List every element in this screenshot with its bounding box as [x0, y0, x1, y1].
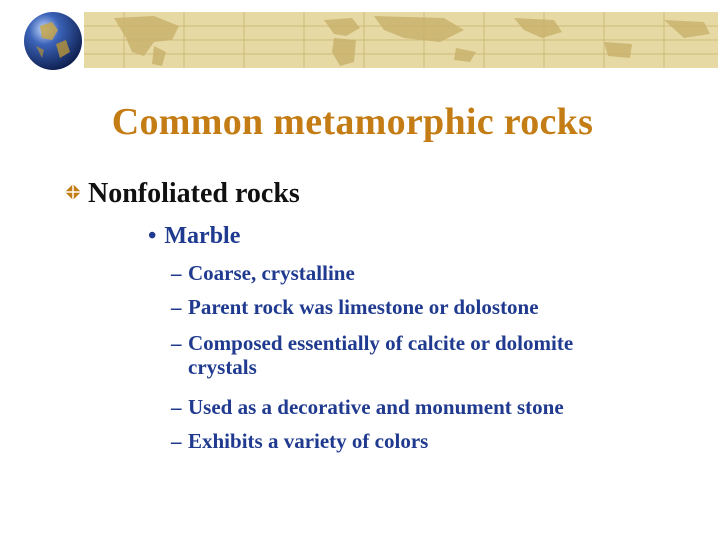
dash-bullet: – — [171, 395, 182, 419]
point-text: Parent rock was limestone or dolostone — [188, 295, 539, 319]
list-item — [171, 331, 671, 379]
point-text: Coarse, crystalline — [188, 261, 355, 285]
point-text: Composed essentially of calcite or dolomite — [188, 331, 574, 355]
heading-nonfoliated: Nonfoliated rocks — [88, 178, 300, 209]
point-text-continued: crystals — [188, 355, 257, 379]
subheading-marble — [148, 223, 240, 250]
world-map-banner — [84, 12, 718, 68]
dash-bullet: – — [171, 429, 182, 453]
globe-icon — [22, 10, 84, 72]
dash-bullet: – — [171, 331, 182, 355]
slide-title: Common metamorphic rocks — [111, 101, 594, 143]
diamond-bullet-icon — [64, 183, 82, 201]
dash-bullet: – — [171, 295, 182, 319]
dash-bullet: – — [171, 261, 182, 285]
point-text: Used as a decorative and monument stone — [188, 395, 564, 419]
bullet-dot-icon: • — [148, 223, 157, 249]
point-text: Exhibits a variety of colors — [188, 429, 429, 453]
list-item — [171, 429, 671, 453]
list-item — [171, 295, 671, 319]
list-item — [171, 261, 671, 285]
subheading-label: Marble — [164, 223, 241, 249]
list-item — [171, 395, 671, 419]
world-map-graphic — [84, 12, 718, 68]
